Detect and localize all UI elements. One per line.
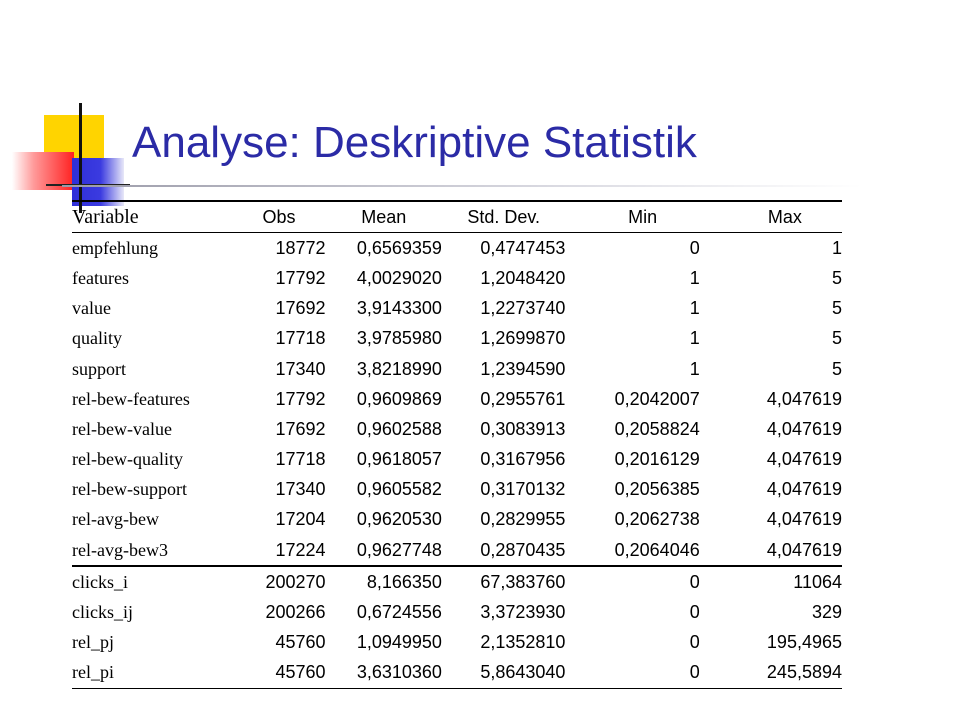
cell-max: 11064 — [793, 571, 842, 592]
cell-max: 4,047619 — [766, 449, 842, 470]
cell-variable: rel_pi — [72, 662, 114, 683]
cell-std-dev: 1,2048420 — [480, 267, 566, 288]
cell-min: 0 — [689, 571, 700, 592]
cell-variable: rel-bew-support — [72, 479, 187, 500]
header-variable: Variable — [72, 205, 139, 228]
cell-variable: rel-bew-quality — [72, 449, 183, 470]
cell-variable: rel_pj — [72, 632, 114, 653]
table-row — [72, 475, 842, 505]
table-row — [72, 263, 842, 293]
cell-mean: 0,9602588 — [356, 418, 442, 439]
cell-std-dev: 0,3167956 — [480, 449, 566, 470]
table-row — [72, 566, 842, 597]
table-row — [72, 233, 842, 264]
cell-min: 0,2062738 — [614, 509, 700, 530]
cell-min: 0,2064046 — [614, 539, 700, 560]
cell-std-dev: 0,3083913 — [480, 418, 566, 439]
cell-min: 0,2016129 — [614, 449, 700, 470]
cell-min: 0 — [689, 237, 700, 258]
cell-obs: 17792 — [275, 388, 326, 409]
cell-min: 0 — [689, 662, 700, 683]
cell-variable: rel-bew-features — [72, 388, 190, 409]
cell-variable: rel-bew-value — [72, 418, 172, 439]
table-row — [72, 597, 842, 627]
header-min: Min — [628, 206, 658, 227]
cell-mean: 0,9627748 — [356, 539, 442, 560]
cell-std-dev: 2,1352810 — [480, 632, 566, 653]
cell-std-dev: 5,8643040 — [480, 662, 566, 683]
table-row — [72, 384, 842, 414]
cell-min: 0,2058824 — [614, 418, 700, 439]
header-std-dev: Std. Dev. — [467, 206, 541, 227]
cell-mean: 1,0949950 — [356, 632, 442, 653]
cell-mean: 3,6310360 — [356, 662, 442, 683]
cell-std-dev: 1,2273740 — [480, 298, 566, 319]
cell-variable: quality — [72, 328, 122, 349]
cell-obs: 45760 — [275, 662, 326, 683]
cell-obs: 18772 — [275, 237, 326, 258]
cell-max: 1 — [831, 237, 842, 258]
cell-min: 0,2042007 — [614, 388, 700, 409]
cell-min: 0 — [689, 632, 700, 653]
cell-min: 0,2056385 — [614, 479, 700, 500]
cell-max: 5 — [831, 298, 842, 319]
cell-std-dev: 67,383760 — [480, 571, 566, 592]
cell-max: 4,047619 — [766, 479, 842, 500]
cell-obs: 45760 — [275, 632, 326, 653]
cell-std-dev: 0,2829955 — [480, 509, 566, 530]
cell-min: 1 — [689, 298, 700, 319]
cell-min: 1 — [689, 328, 700, 349]
header-obs: Obs — [262, 206, 296, 227]
cell-obs: 17224 — [275, 539, 326, 560]
table-row — [72, 414, 842, 444]
cell-obs: 17692 — [275, 418, 326, 439]
statistics-table — [72, 200, 842, 689]
cell-obs: 17340 — [275, 358, 326, 379]
cell-obs: 17340 — [275, 479, 326, 500]
table-row — [72, 505, 842, 535]
cell-max: 4,047619 — [766, 388, 842, 409]
cell-mean: 0,6569359 — [356, 237, 442, 258]
cell-mean: 3,8218990 — [356, 358, 442, 379]
cell-variable: support — [72, 358, 126, 379]
header-max: Max — [767, 206, 802, 227]
cell-min: 0 — [689, 602, 700, 623]
title-underline — [62, 185, 862, 187]
cell-std-dev: 0,4747453 — [480, 237, 566, 258]
cell-variable: features — [72, 267, 129, 288]
table-row — [72, 535, 842, 566]
cell-variable: rel-avg-bew3 — [72, 539, 168, 560]
cell-std-dev: 0,2955761 — [480, 388, 566, 409]
cell-min: 1 — [689, 267, 700, 288]
slide-title: Analyse: Deskriptive Statistik — [132, 118, 697, 167]
cell-mean: 0,6724556 — [356, 602, 442, 623]
cell-max: 195,4965 — [766, 632, 842, 653]
cell-min: 1 — [689, 358, 700, 379]
table-row — [72, 324, 842, 354]
table-row — [72, 294, 842, 324]
cell-max: 5 — [831, 358, 842, 379]
cell-mean: 8,166350 — [366, 571, 442, 592]
cell-obs: 17204 — [275, 509, 326, 530]
cell-obs: 200266 — [265, 602, 326, 623]
cell-std-dev: 1,2394590 — [480, 358, 566, 379]
cell-obs: 200270 — [265, 571, 326, 592]
cell-max: 4,047619 — [766, 509, 842, 530]
table-header-row — [72, 201, 842, 233]
cell-std-dev: 0,2870435 — [480, 539, 566, 560]
cell-mean: 0,9605582 — [356, 479, 442, 500]
cell-max: 4,047619 — [766, 539, 842, 560]
cell-max: 329 — [811, 602, 842, 623]
cell-variable: rel-avg-bew — [72, 509, 159, 530]
table-body — [72, 233, 842, 689]
cell-obs: 17718 — [275, 449, 326, 470]
cell-mean: 0,9618057 — [356, 449, 442, 470]
logo-vertical-line — [79, 103, 82, 213]
cell-max: 245,5894 — [766, 662, 842, 683]
cell-obs: 17792 — [275, 267, 326, 288]
cell-variable: clicks_ij — [72, 602, 133, 623]
table-row — [72, 445, 842, 475]
cell-max: 5 — [831, 328, 842, 349]
table-row — [72, 354, 842, 384]
cell-max: 5 — [831, 267, 842, 288]
cell-mean: 3,9143300 — [356, 298, 442, 319]
cell-mean: 3,9785980 — [356, 328, 442, 349]
cell-obs: 17692 — [275, 298, 326, 319]
cell-variable: clicks_i — [72, 571, 128, 592]
cell-max: 4,047619 — [766, 418, 842, 439]
table-row — [72, 658, 842, 689]
cell-obs: 17718 — [275, 328, 326, 349]
cell-mean: 4,0029020 — [356, 267, 442, 288]
cell-std-dev: 0,3170132 — [480, 479, 566, 500]
cell-std-dev: 1,2699870 — [480, 328, 566, 349]
cell-mean: 0,9609869 — [356, 388, 442, 409]
table-row — [72, 628, 842, 658]
cell-mean: 0,9620530 — [356, 509, 442, 530]
header-mean: Mean — [361, 206, 407, 227]
cell-variable: empfehlung — [72, 237, 158, 258]
cell-variable: value — [72, 298, 111, 319]
cell-std-dev: 3,3723930 — [480, 602, 566, 623]
